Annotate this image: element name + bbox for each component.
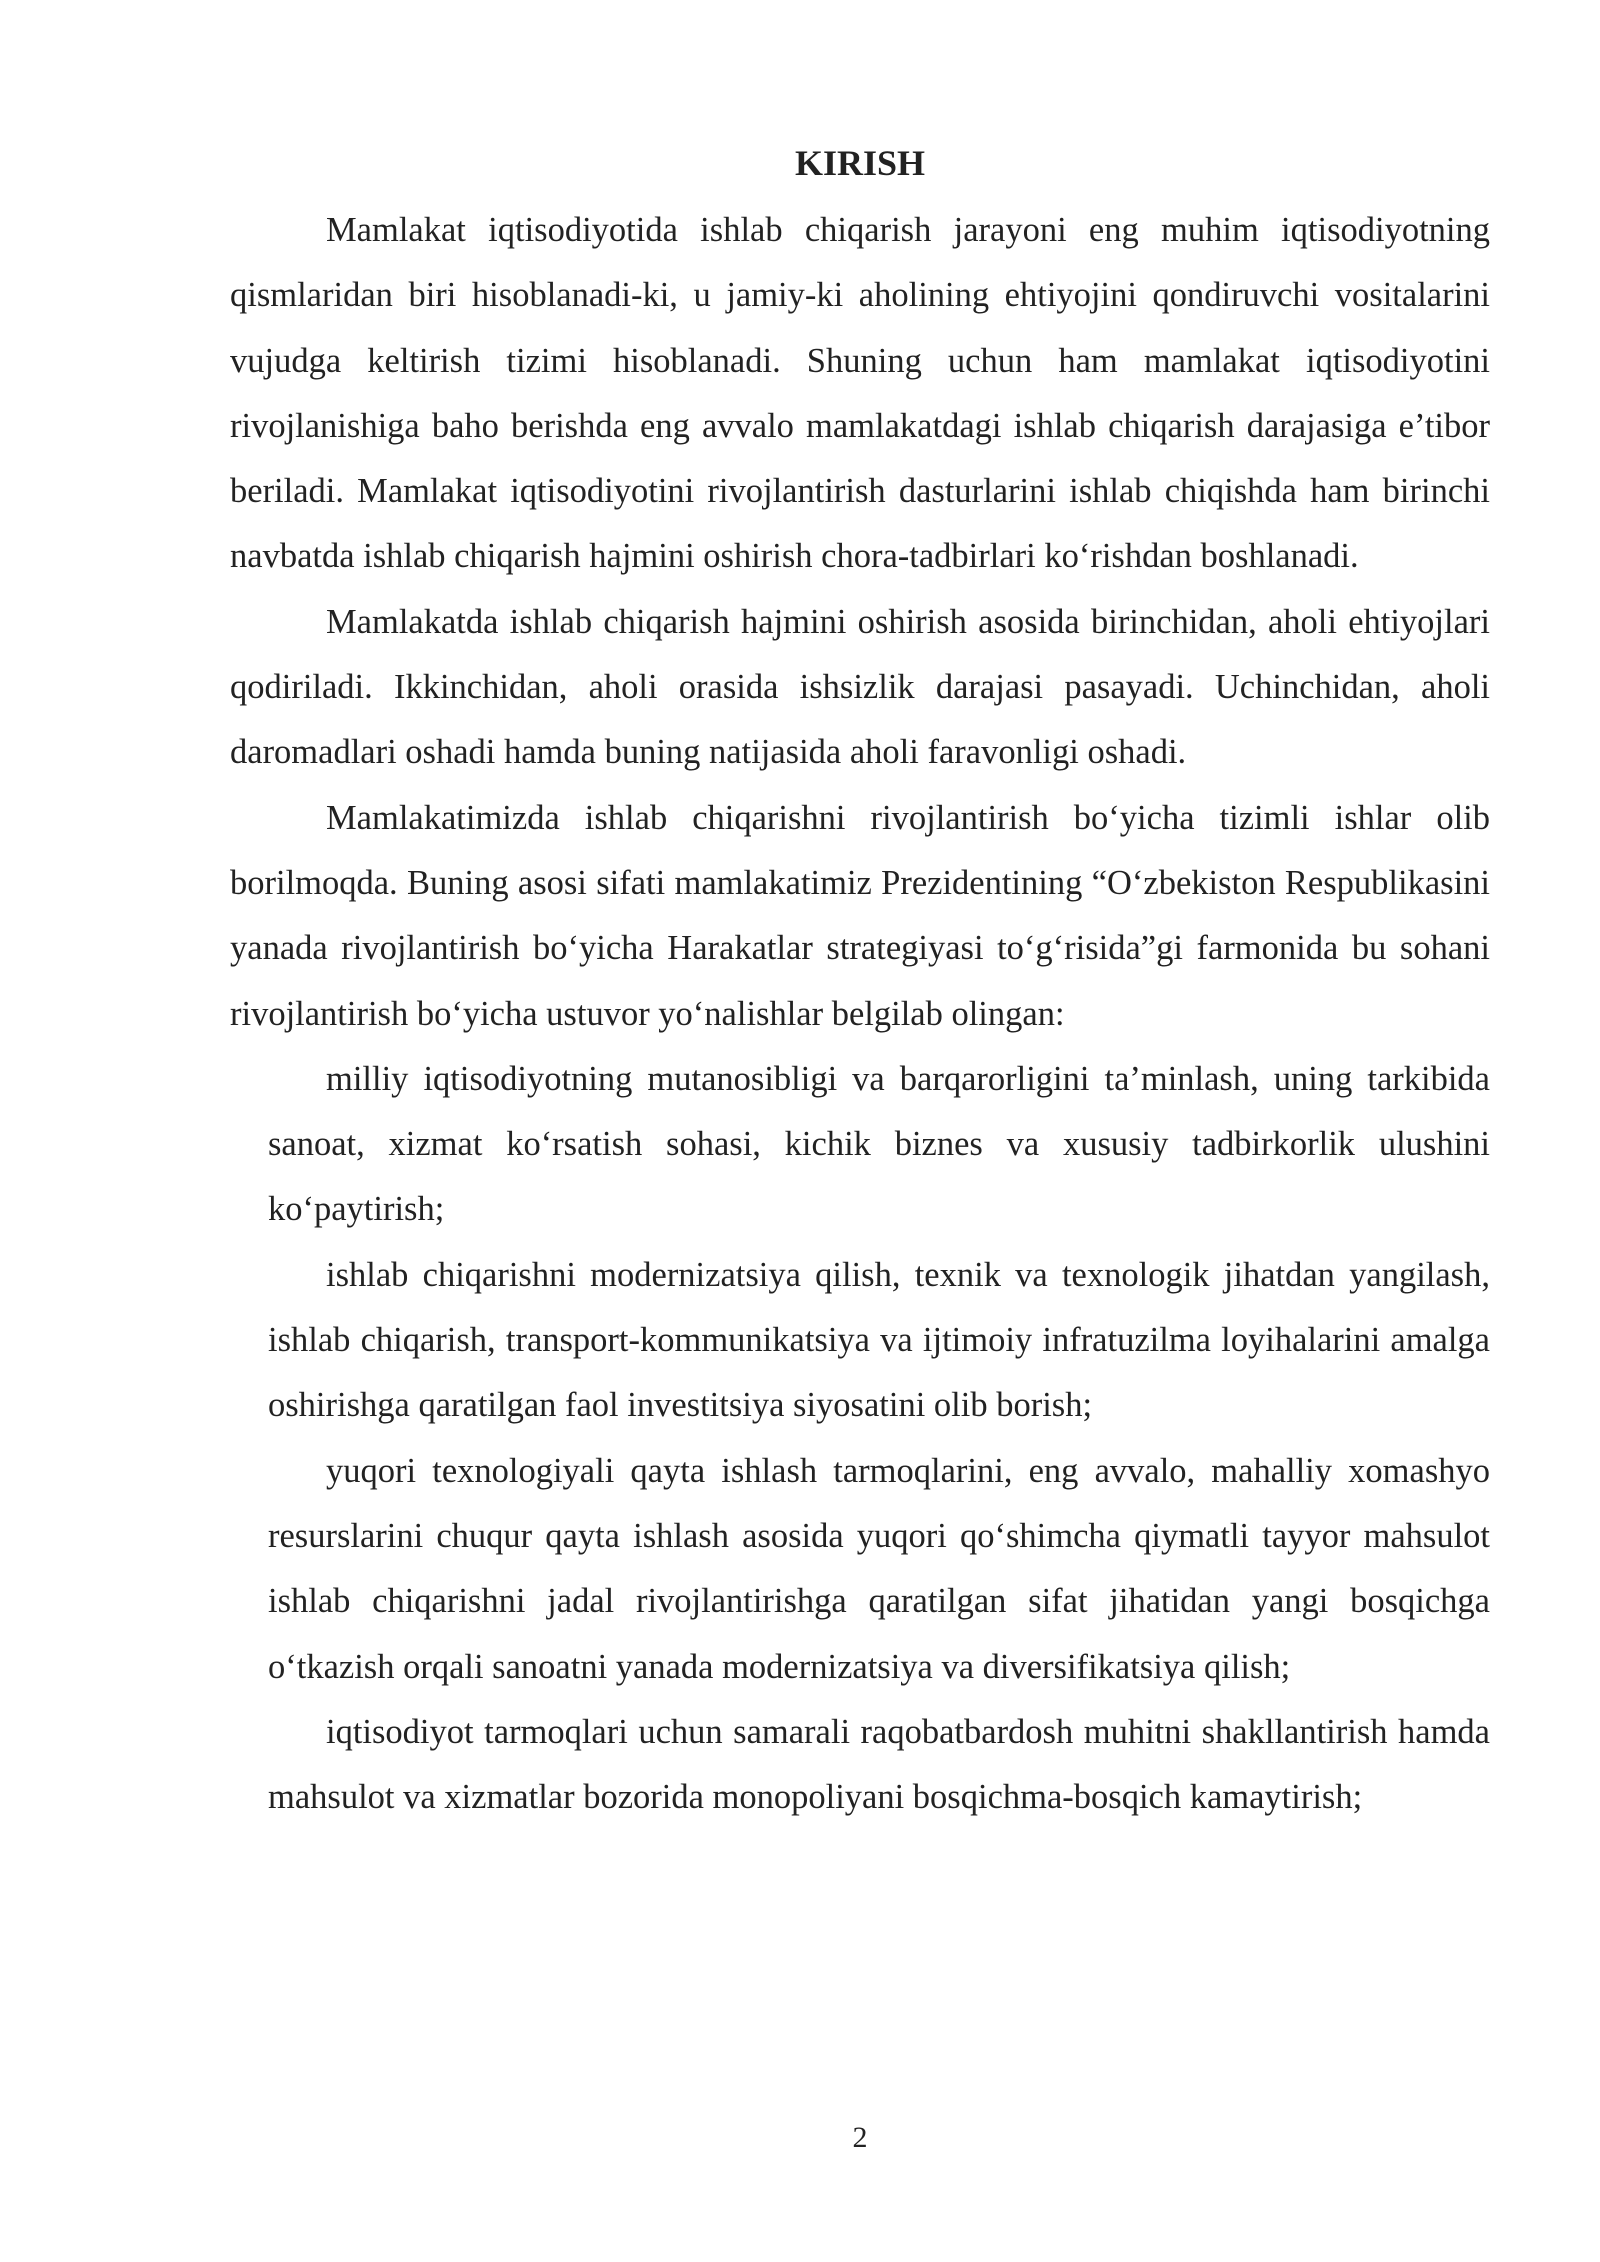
- paragraph-2: Mamlakatda ishlab chiqarish hajmini oshirish asosida birinchidan, aholi ehtiyojlari qodiriladi. Ikkinchidan, aholi orasida ishsizlik darajasi pasayadi. Uchinchidan, aholi daromadlari oshadi hamda buning natijasida aholi faravonligi oshadi.: [230, 602, 1490, 772]
- list-item-1: milliy iqtisodiyotning mutanosibligi va barqarorligini ta’minlash, uning tarkibida sanoat, xizmat ko‘rsatish sohasi, kichik biznes va xususiy tadbirkorlik ulushini ko‘paytirish;: [268, 1059, 1490, 1229]
- list-item-2: ishlab chiqarishni modernizatsiya qilish, texnik va texnologik jihatdan yangilash, ishlab chiqarish, transport-kommunikatsiya va ijtimoiy infratuzilma loyihalarini amalga oshirishga qaratilgan faol investitsiya siyosatini olib borish;: [268, 1255, 1490, 1425]
- paragraph-1: Mamlakat iqtisodiyotida ishlab chiqarish jarayoni eng muhim iqtisodiyotning qismlaridan biri hisoblanadi-ki, u jamiy-ki aholining ehtiyojini qondiruvchi vositalarini vujudga keltirish tizimi hisoblanadi. Shuning uchun ham mamlakat iqtisodiyotini rivojlanishiga baho berishda eng avvalo mamlakatdagi ishlab chiqarish darajasiga e’tibor beriladi. Mamlakat iqtisodiyotini rivojlantirish dasturlarini ishlab chiqishda ham birinchi navbatda ishlab chiqarish hajmini oshirish chora-tadbirlari ko‘rishdan boshlanadi.: [230, 211, 1490, 576]
- document-body: [230, 198, 1490, 1830]
- list-item-3: yuqori texnologiyali qayta ishlash tarmoqlarini, eng avvalo, mahalliy xomashyo resurslarini chuqur qayta ishlash asosida yuqori qo‘shimcha qiymatli tayyor mahsulot ishlab chiqarishni jadal rivojlantirishga qaratilgan sifat jihatidan yangi bosqichga o‘tkazish orqali sanoatni yanada modernizatsiya va diversifikatsiya qilish;: [268, 1451, 1490, 1686]
- page-title: KIRISH: [794, 143, 926, 183]
- page-number: 2: [852, 2121, 868, 2154]
- list-item-4: iqtisodiyot tarmoqlari uchun samarali raqobatbardosh muhitni shakllantirish hamda mahsulot va xizmatlar bozorida monopoliyani bosqichma-bosqich kamaytirish;: [268, 1712, 1490, 1817]
- paragraph-3: Mamlakatimizda ishlab chiqarishni rivojlantirish bo‘yicha tizimli ishlar olib borilmoqda. Buning asosi sifati mamlakatimiz Prezidentining “O‘zbekiston Respublikasini yanada rivojlantirish bo‘yicha Harakatlar strategiyasi to‘g‘risida”gi farmonida bu sohani rivojlantirish bo‘yicha ustuvor yo‘nalishlar belgilab olingan:: [230, 798, 1490, 1033]
